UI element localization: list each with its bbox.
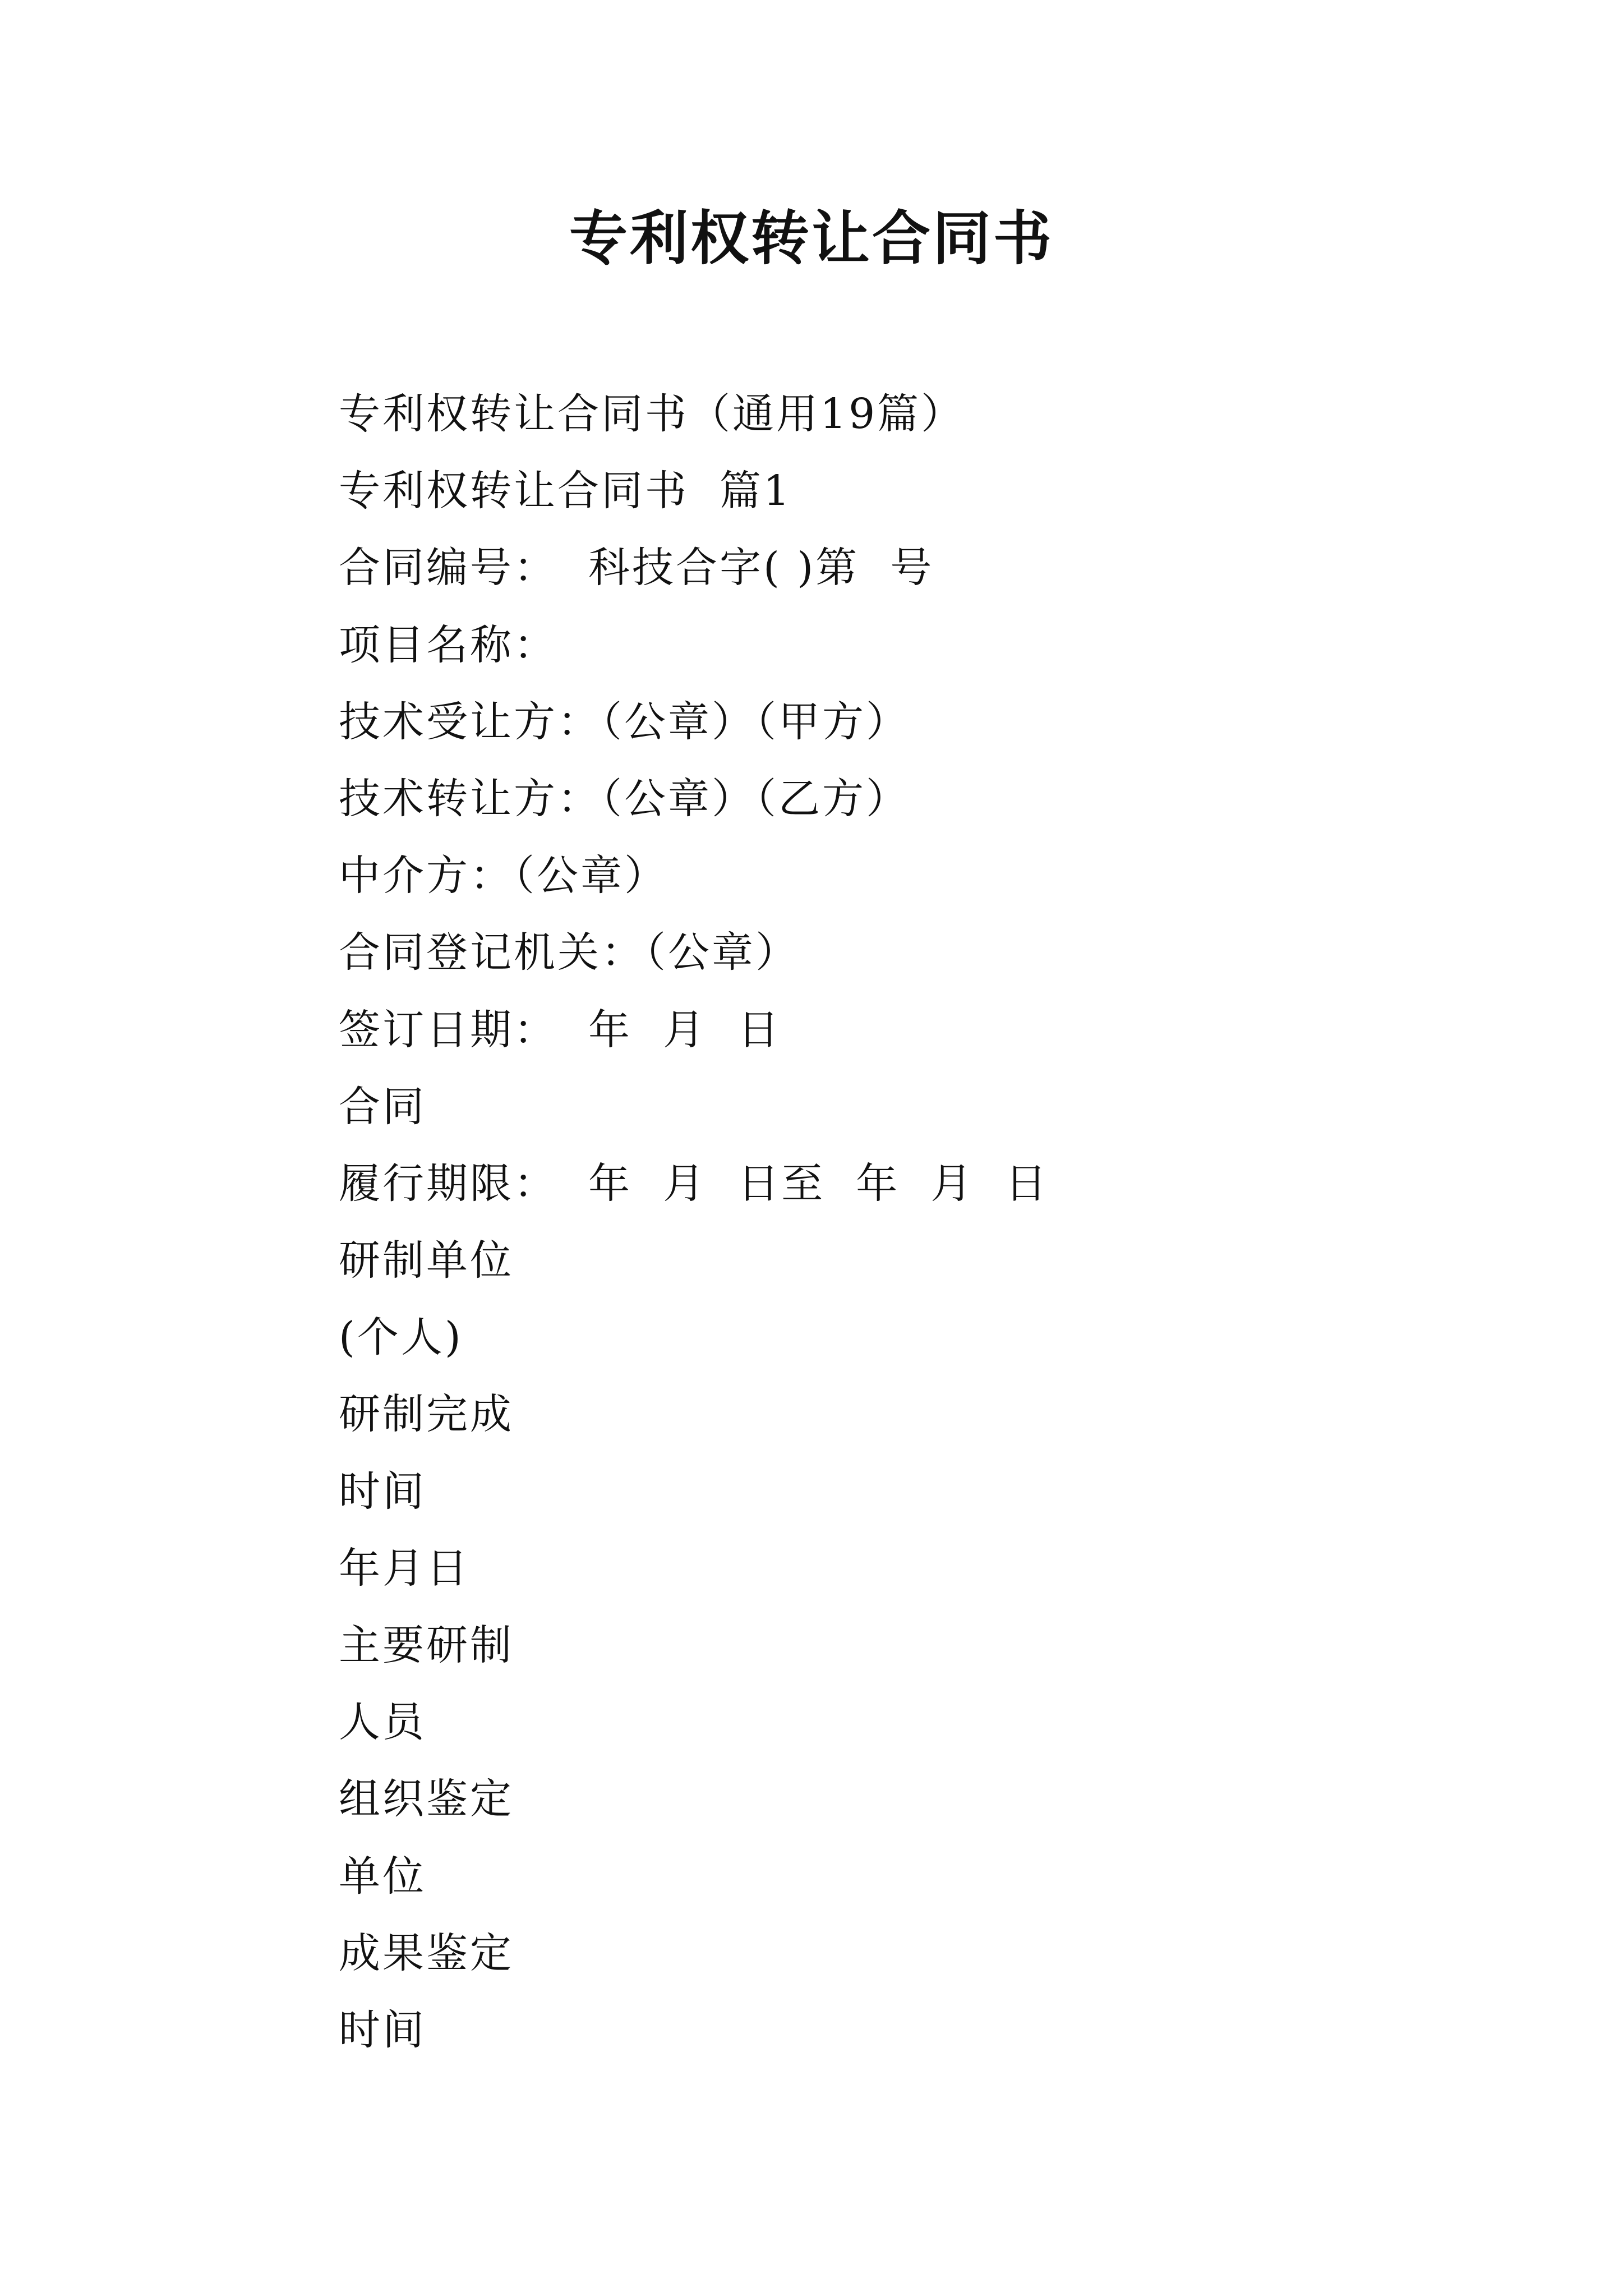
document-title: 专利权转让合同书 (569, 204, 1054, 273)
body-line-transferee: 技术受让方：（公章）（甲方） (339, 697, 910, 746)
body-line-result-appraisal: 成果鉴定 (339, 1929, 514, 1977)
body-line-performance-period: 履行期限： 年 月 日至 年 月 日 (339, 1159, 1049, 1208)
body-line-developer: 研制单位 (339, 1236, 514, 1285)
body-line-unit: 单位 (339, 1852, 426, 1901)
body-line-appraisal-time: 时间 (339, 2005, 426, 2054)
body-line-main-developers: 主要研制 (339, 1621, 514, 1669)
body-line-date: 年月日 (339, 1544, 470, 1593)
body-line-personnel: 人员 (339, 1698, 426, 1747)
body-line-completion: 研制完成 (339, 1390, 514, 1439)
body-line-transferor: 技术转让方：（公章）（乙方） (339, 774, 910, 823)
body-line-section: 专利权转让合同书 篇1 (339, 467, 792, 516)
body-line-signing-date: 签订日期： 年 月 日 (339, 1005, 782, 1054)
body-line-contract-number: 合同编号： 科技合字( )第 号 (339, 544, 934, 592)
body-line-registration-authority: 合同登记机关：（公章） (339, 928, 799, 977)
body-line-appraisal-org: 组织鉴定 (339, 1775, 514, 1824)
body-line-project-name: 项目名称： (339, 620, 557, 669)
body-line-intermediary: 中介方：（公章） (339, 852, 668, 900)
body-line-heading: 专利权转让合同书（通用19篇） (339, 390, 965, 438)
body-line-individual: (个人) (339, 1313, 463, 1362)
body-line-time: 时间 (339, 1467, 426, 1516)
body-line-contract: 合同 (339, 1082, 426, 1131)
document-body (339, 376, 1516, 2069)
